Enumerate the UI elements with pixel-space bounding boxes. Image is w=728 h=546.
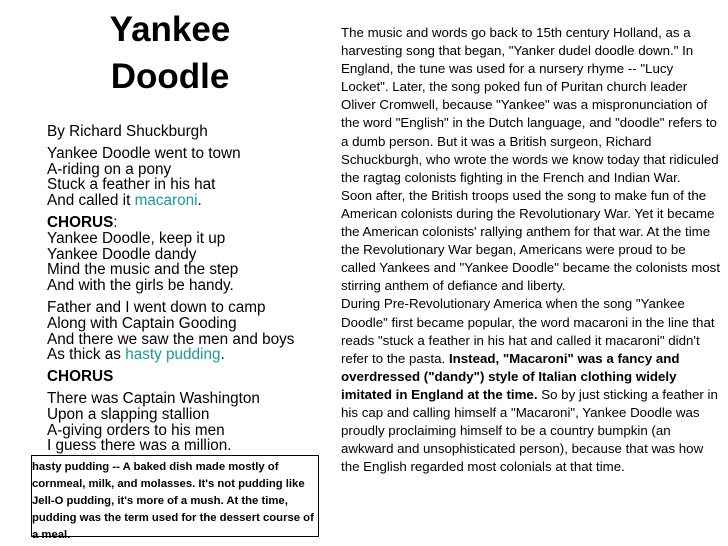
title-line-2: Doodle [110,57,230,96]
chorus-label: CHORUS [47,368,114,386]
verse-line: I guess there was a million. [47,437,232,455]
verse-3 [47,391,337,454]
chorus-heading [47,215,337,231]
verse-line-period: . [220,346,225,364]
verse-2 [47,300,337,363]
chorus-repeat [47,369,337,385]
page-title [60,6,280,100]
verse-line: Along with Captain Gooding [47,314,237,332]
chorus [47,215,337,294]
verse-line: Stuck a feather in his hat [47,176,216,194]
verse-1 [47,146,337,209]
verse-line: Upon a slapping stallion [47,405,210,423]
verse-line: There was Captain Washington [47,389,260,407]
verse-line-text: And called it [47,192,135,210]
title-line-1: Yankee [109,10,231,49]
verse-line: Father and I went down to camp [47,298,266,316]
verse-line-period: . [197,192,202,210]
verse-line-text: As thick as [47,346,126,364]
article-bold-text: Instead, "Macaroni" was a fancy and overdressed ("dandy") style of Italian clothing widely imitated in England at the time. [341,350,680,402]
macaroni-link[interactable]: macaroni [134,192,198,210]
verse-line-with-link [47,193,337,209]
article-paragraph-1: The music and words go back to 15th century Holland, as a harvesting song that began, "Yanker dudel doodle down." In England, the tune was used for a nursery rhyme -- "Lucy Locket". Later, the song poked fun of Puritan church leader Oliver Cromwell, because "Yankee" was a mispronunciation of the word "English" in the Dutch language, and "doodle" refers to a dumb person. But it was a British surgeon, Richard Schuckburgh, who wrote the words we know today that ridiculed the ragtag colonists fighting in the French and Indian War. [341,25,719,185]
definition-text: hasty pudding -- A baked dish made mostly of cornmeal, milk, and molasses. It's not pudding like Jell-O pudding, it's more of a mush. At the time, pudding was the term used for the dessert course of a meal. [32,461,314,541]
chorus-line: Yankee Doodle dandy [47,245,197,263]
verse-line: A-riding on a pony [47,160,172,178]
verse-line: And there we saw the men and boys [47,330,295,348]
hasty-pudding-definition-box [31,455,319,541]
chorus-label: CHORUS [47,213,114,231]
chorus-line: And with the girls be handy. [47,277,234,295]
history-article [341,24,721,476]
verse-line: Yankee Doodle went to town [47,144,241,162]
chorus-colon: : [113,213,118,231]
article-text: During Pre-Revolutionary America when the song "Yankee Doodle" first became popular, the word macaroni in the line that reads "stuck a feather in his hat and called it macaroni" didn't refer to the pasta. [341,296,715,366]
poem-byline: By Richard Shuckburgh [47,123,208,140]
verse-line-with-link [47,347,337,363]
chorus-line: Yankee Doodle, keep it up [47,229,226,247]
article-paragraph-3 [341,295,721,476]
poem-lyrics [47,124,337,460]
article-paragraph-2: Soon after, the British troops used the song to make fun of the American colonists during the Revolutionary War. Yet it became the American colonists' rallying anthem for that war. At the time the Revolutionary War began, Americans were proud to be called Yankees and "Yankee Doodle" became the colonists most stirring anthem of defiance and liberty. [341,187,721,294]
verse-line: A-giving orders to his men [47,421,225,439]
chorus-line: Mind the music and the step [47,261,239,279]
byline-stanza [47,124,337,140]
hasty-pudding-link[interactable]: hasty pudding [125,346,221,364]
article-text-end: So by just sticking a feather in his cap and calling himself a "Macaroni", Yankee Doodle was proudly proclaiming himself to be a country bumpkin (an awkward and unsophisticated person), because that was how the English regarded most colonials at that time. [341,386,718,475]
